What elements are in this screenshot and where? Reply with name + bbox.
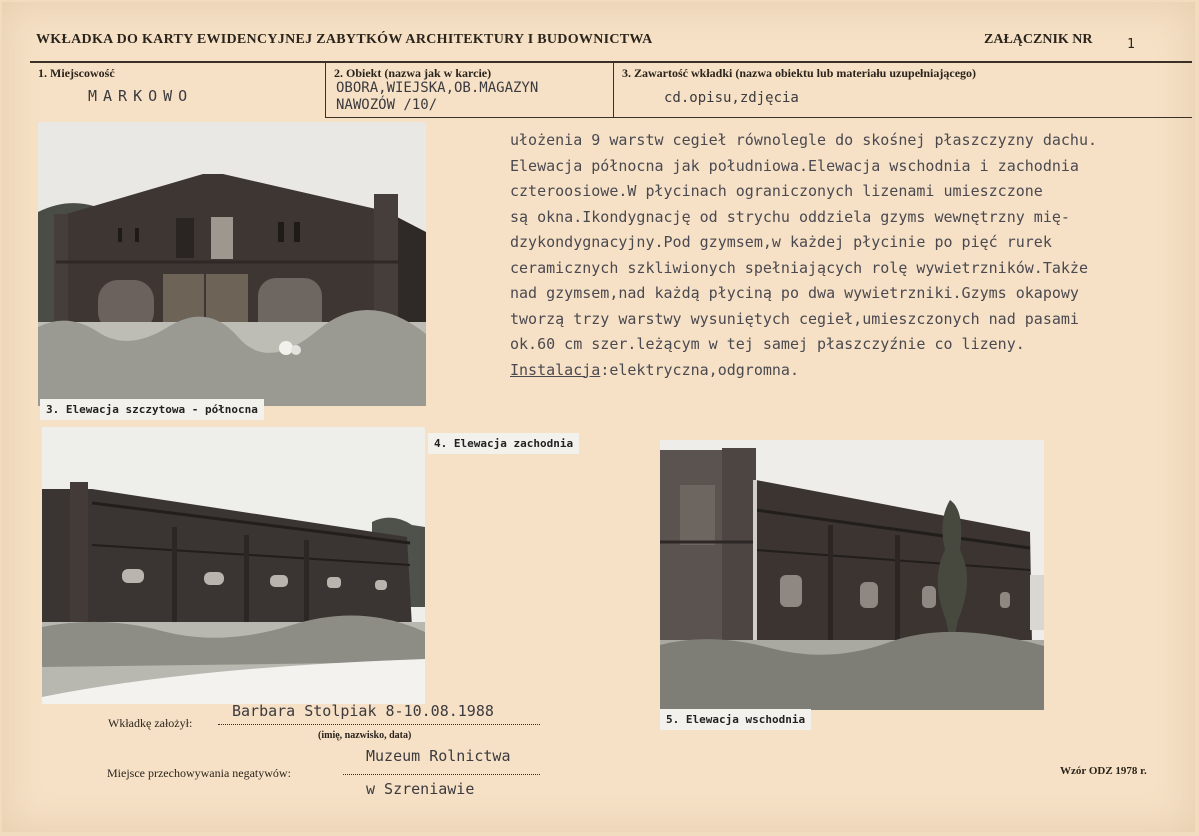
description-line: są okna.Ikondygnację od strychu oddziela gzyms wewnętrzny mię- bbox=[510, 207, 1070, 226]
storage-label: Miejsce przechowywania negatywów: bbox=[107, 766, 291, 780]
installation-label: Instalacja bbox=[510, 360, 601, 379]
description-line: Elewacja północna jak południowa.Elewacja wschodnia i zachodnia bbox=[510, 156, 1079, 175]
object-value-line2: NAWOZÓW /10/ bbox=[336, 97, 438, 113]
photo-east-elevation bbox=[660, 440, 1044, 710]
object-label: 2. Obiekt (nazwa jak w karcie) bbox=[334, 66, 492, 80]
description-line: czteroosiowe.W płycinach ograniczonych lizenami umieszczone bbox=[510, 182, 1043, 200]
fields-bottom-rule bbox=[325, 117, 1192, 118]
fields-divider-1 bbox=[325, 63, 326, 117]
installation-line bbox=[510, 358, 1190, 384]
form-id: Wzór ODZ 1978 r. bbox=[1060, 765, 1147, 777]
storage-value-line2: w Szreniawie bbox=[366, 780, 475, 798]
caption-photo-5: 5. Elewacja wschodnia bbox=[660, 709, 811, 730]
description-text bbox=[510, 128, 1190, 383]
author-dotted-line bbox=[218, 724, 540, 725]
header-rule bbox=[30, 61, 1192, 63]
photo-west-elevation bbox=[42, 427, 425, 704]
annex-label: ZAŁĄCZNIK NR bbox=[984, 32, 1093, 47]
locality-value: MARKOWO bbox=[88, 87, 194, 105]
fields-divider-2 bbox=[613, 63, 614, 117]
content-value: cd.opisu,zdjęcia bbox=[664, 90, 799, 106]
storage-value-line1: Muzeum Rolnictwa bbox=[366, 747, 511, 765]
storage-dotted-line bbox=[343, 774, 540, 775]
author-hint: (imię, nazwisko, data) bbox=[318, 730, 412, 741]
caption-photo-3: 3. Elewacja szczytowa - północna bbox=[40, 399, 264, 420]
annex-number: 1 bbox=[1127, 37, 1135, 52]
description-line: ceramicznych szkliwionych spełniających rolę wywietrzników.Także bbox=[510, 258, 1088, 277]
caption-photo-4: 4. Elewacja zachodnia bbox=[428, 433, 579, 454]
description-line: ułożenia 9 warstw cegieł równolegle do skośnej płaszczyzny dachu. bbox=[510, 131, 1097, 149]
description-line: nad gzymsem,nad każdą płyciną po dwa wywietrzniki.Gzyms okapowy bbox=[510, 284, 1079, 302]
locality-label: 1. Miejscowość bbox=[38, 66, 115, 80]
author-value: Barbara Stolpiak 8-10.08.1988 bbox=[232, 702, 494, 720]
description-line: tworzą trzy warstwy wysuniętych cegieł,umieszczonych nad pasami bbox=[510, 309, 1079, 328]
content-label: 3. Zawartość wkładki (nazwa obiektu lub materiału uzupełniającego) bbox=[622, 66, 977, 80]
author-label: Wkładkę założył: bbox=[108, 716, 193, 730]
photo-north-gable-elevation bbox=[38, 122, 426, 406]
description-line: ok.60 cm szer.leżącym w tej samej płaszczyźnie co lizeny. bbox=[510, 335, 1025, 353]
document-title: WKŁADKA DO KARTY EWIDENCYJNEJ ZABYTKÓW ARCHITEKTURY I BUDOWNICTWA bbox=[36, 32, 653, 47]
installation-value: :elektryczna,odgromna. bbox=[600, 360, 799, 379]
object-value-line1: OBORA,WIEJSKA,OB.MAGAZYN bbox=[336, 80, 539, 96]
description-line: dzykondygnacyjny.Pod gzymsem,w każdej płycinie po pięć rurek bbox=[510, 233, 1052, 251]
